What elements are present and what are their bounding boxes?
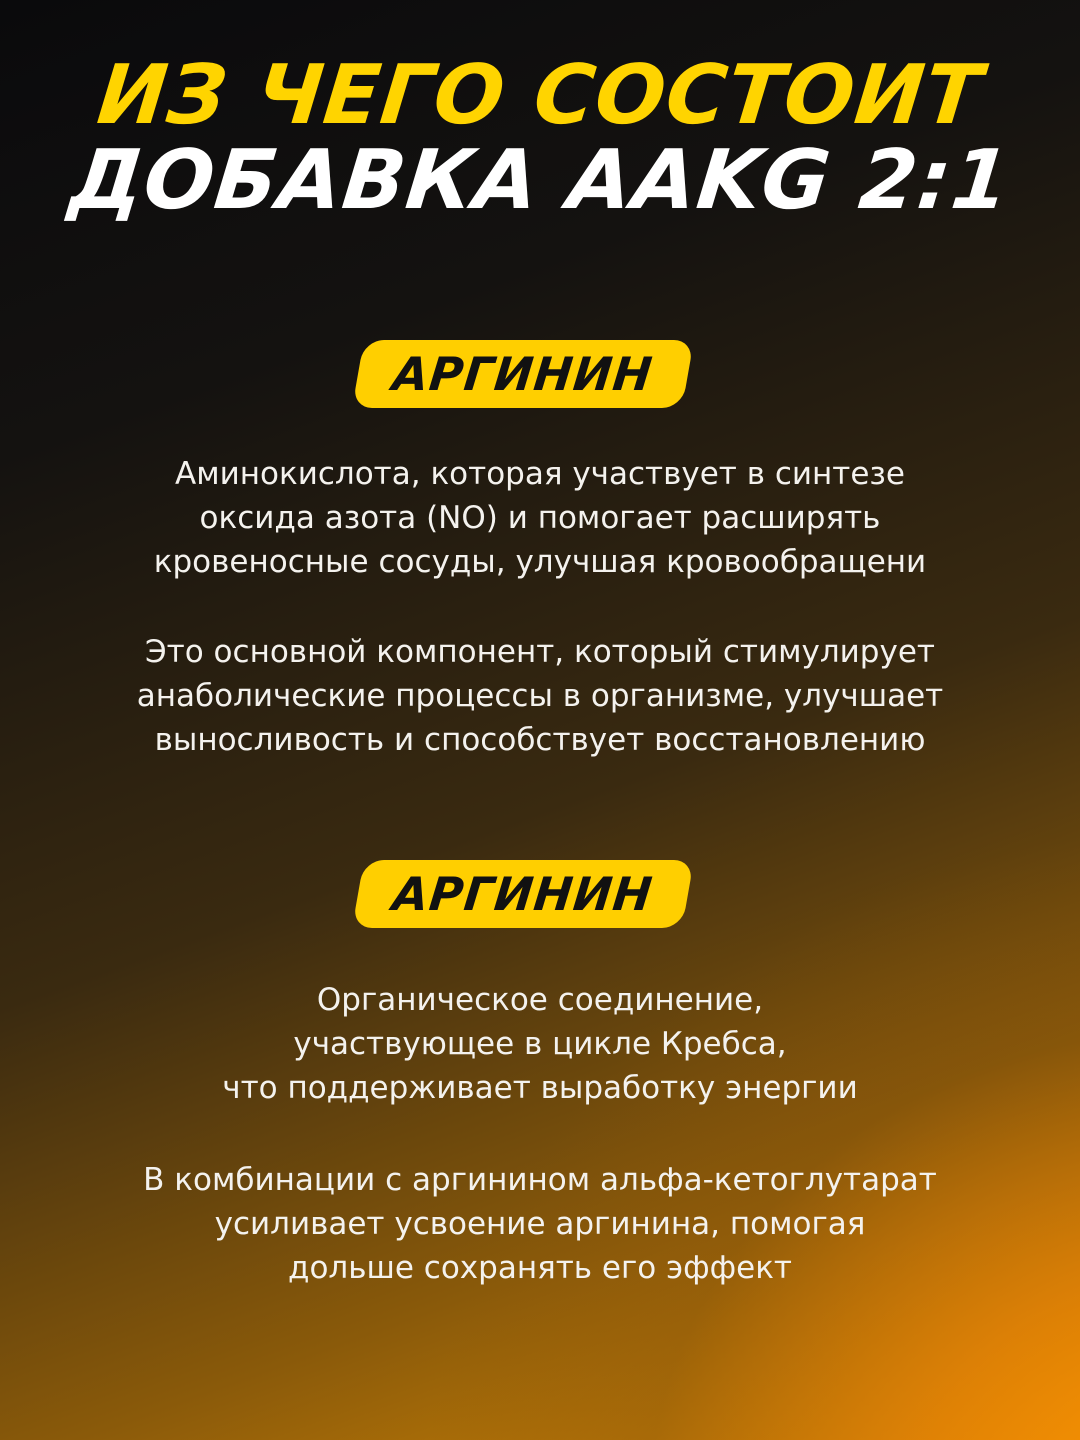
text-line: Органическое соединение, bbox=[316, 982, 764, 1018]
section-1-label-badge bbox=[352, 340, 694, 408]
section-1-paragraph-2 bbox=[30, 630, 1050, 762]
text-line: Это основной компонент, который стимулирует bbox=[145, 634, 935, 670]
text-line: анаболические процессы в организме, улучшает bbox=[136, 678, 944, 714]
section-2-label-badge bbox=[352, 860, 694, 928]
section-1-label: АРГИНИН bbox=[390, 347, 656, 401]
section-2-label: АРГИНИН bbox=[390, 867, 656, 921]
section-2-paragraph-2 bbox=[30, 1158, 1050, 1290]
text-line: кровеносные сосуды, улучшая кровообращени bbox=[153, 544, 927, 580]
section-1-paragraph-1 bbox=[30, 452, 1050, 584]
text-line: усиливает усвоение аргинина, помогая bbox=[214, 1206, 866, 1242]
text-line: участвующее в цикле Кребса, bbox=[293, 1026, 787, 1062]
text-line: Аминокислота, которая участвует в синтезе bbox=[175, 456, 905, 492]
text-line: выносливость и способствует восстановлению bbox=[154, 722, 926, 758]
title-line-1: ИЗ ЧЕГО СОСТОИТ bbox=[93, 48, 987, 143]
text-line: что поддерживает выработку энергии bbox=[222, 1070, 858, 1106]
title-line-2: ДОБАВКА AAKG 2:1 bbox=[65, 133, 1015, 228]
text-line: В комбинации с аргинином альфа-кетоглутарат bbox=[143, 1162, 937, 1198]
text-line: оксида азота (NO) и помогает расширять bbox=[199, 500, 881, 536]
text-line: дольше сохранять его эффект bbox=[288, 1250, 792, 1286]
section-2-paragraph-1 bbox=[30, 978, 1050, 1110]
